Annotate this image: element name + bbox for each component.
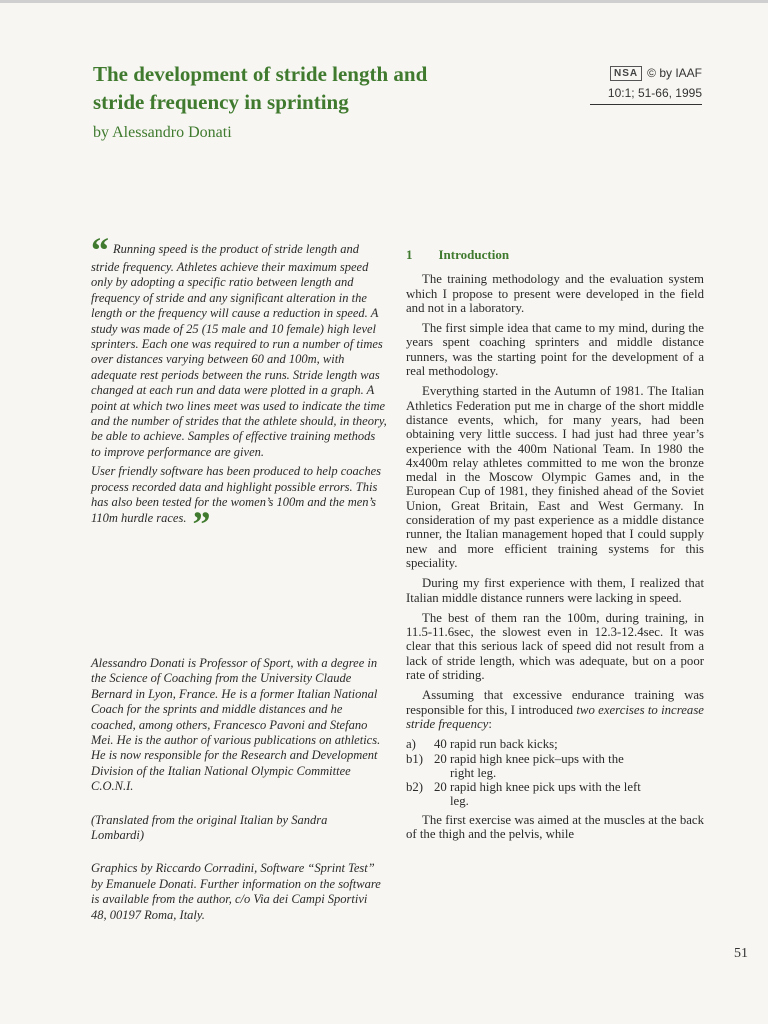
open-quote-icon: “	[91, 230, 109, 270]
body-column	[406, 248, 704, 847]
exercise-list	[406, 737, 704, 808]
abstract	[91, 230, 388, 544]
page-number: 51	[734, 946, 748, 961]
author-bio	[91, 656, 383, 941]
translation-note: (Translated from the original Italian by Sandra Lombardi)	[91, 812, 328, 843]
list-item: b1) 20 rapid high knee pick–ups with the right leg.	[406, 751, 624, 780]
body-paragraph-3: Everything started in the Autumn of 1981. The Italian Athletics Federation put me in charge of the short middle distance events, which, for many years, had been obtaining very little success. I had just had three year’s experience with the 400m National Team. In 1980 the 4x400m relay athletes committed to me won the bronze medal in the Moscow Olympic Games and, in the European Cup of 1981, they finished ahead of the Soviet Union, Great Britain, East and West Germany. In consideration of my past experience as a middle distance runner, the Italian management hoped that I could supply new and more efficient training systems for this speciality.	[406, 384, 704, 570]
close-quote-icon: ”	[192, 503, 211, 544]
emphasis-text: two exercises to increase stride frequency	[406, 702, 704, 731]
body-paragraph-4: During my first experience with them, I realized that Italian middle distance runners were lacking in speed.	[406, 576, 704, 605]
section-heading	[406, 248, 704, 262]
list-item: a) 40 rapid run back kicks;	[406, 737, 558, 752]
body-paragraph-1: The training methodology and the evaluation system which I propose to present were developed in the field and not in a laboratory.	[406, 272, 704, 315]
section-title: Introduction	[438, 247, 510, 262]
citation-text: 10:1; 51-66, 1995	[590, 86, 702, 105]
body-paragraph-5: The best of them ran the 100m, during training, in 11.5-11.6sec, the slowest even in 12.3-12.4sec. It was clear that this serious lack of speed did not result from a lack of stride length, which was adequate, but on a poor rate of striding.	[406, 610, 704, 683]
body-paragraph-2: The first simple idea that came to my mind, during the years spent coaching sprinters and middle distance runners, was the starting point for the development of a real methodology.	[406, 321, 704, 379]
bio-paragraph: Alessandro Donati is Professor of Sport, with a degree in the Science of Coaching from the University Claude Bernard in Lyon, France. He is a former Italian National Coach for the sprints and middle distances and he coached, among others, Francesco Pavoni and Stefano Mei. He is the author of various publications on athletics. He is now responsible for the Research and Development Division of the Italian National Olympic Committee C.O.N.I.	[91, 656, 381, 794]
abstract-paragraph-1: Running speed is the product of stride length and stride frequency. Athletes achieve their maximum speed only by adopting a specific ratio between length and frequency of stride and any significant alteration in the length or the frequency will cause a reduction in speed. A study was made of 25 (15 male and 10 female) high level sprinters. Each one was required to run a number of times over distances varying between 60 and 100m, with adequate rest periods between the runs. Stride length was changed at each run and data were plotted in a graph. A point at which two lines meet was used to indicate the time and the number of strides that the athlete should, in theory, be able to achieve. Samples of effective training methods to improve performance are given.	[91, 242, 387, 459]
title-line-1: The development of stride length and	[93, 62, 428, 86]
graphics-credit: Graphics by Riccardo Corradini, Software “Sprint Test” by Emanuele Donati. Further information on the software is available from the author, c/o Via dei Campi Sportivi 48, 00197 Roma, Italy.	[91, 861, 381, 922]
body-paragraph-6: Assuming that excessive endurance training was responsible for this, I introduced two exercises to increase stride frequency:	[406, 688, 704, 731]
copyright-text: © by IAAF	[647, 66, 702, 80]
body-paragraph-7: The first exercise was aimed at the muscles at the back of the thigh and the pelvis, while	[406, 812, 704, 841]
title-line-2: stride frequency in sprinting	[93, 90, 349, 114]
journal-info	[590, 64, 702, 105]
top-rule	[0, 0, 768, 3]
article-title	[93, 60, 563, 116]
abstract-paragraph-2: User friendly software has been produced to help coaches process recorded data and highlight possible errors. This has also been tested for the women’s 100m and the men’s 110m hurdle races.	[91, 464, 381, 525]
list-item: b2) 20 rapid high knee pick ups with the left leg.	[406, 780, 641, 809]
nsa-logo-icon: NSA	[610, 66, 642, 81]
section-number: 1	[406, 247, 413, 262]
author-byline: by Alessandro Donati	[93, 124, 232, 141]
